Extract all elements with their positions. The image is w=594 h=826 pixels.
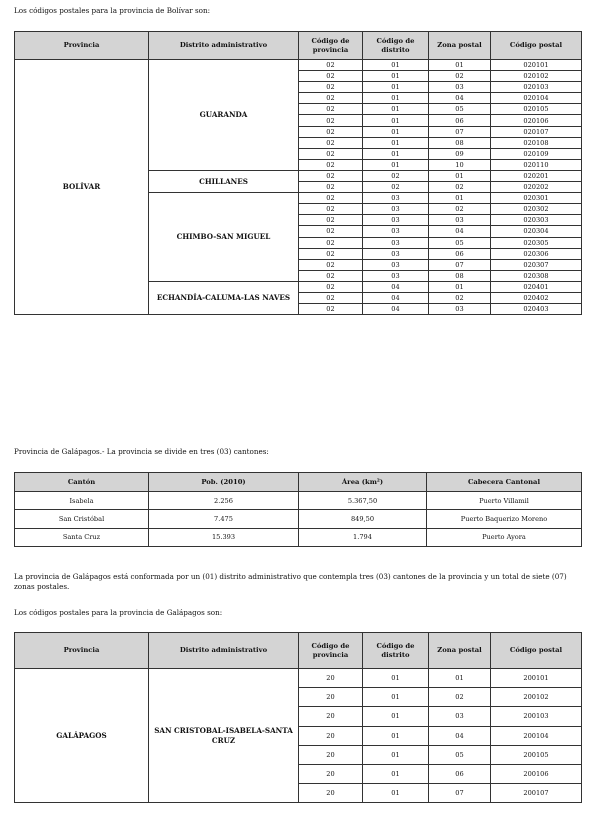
zona-postal-cell: 01 [429,669,491,688]
codigo-postal-cell: 020101 [491,60,582,71]
codigo-distrito-cell: 01 [363,784,429,803]
zona-postal-cell: 07 [429,259,491,270]
codigo-postal-cell: 020108 [491,137,582,148]
zona-postal-cell: 03 [429,304,491,315]
codigo-postal-cell: 020306 [491,248,582,259]
zona-postal-cell: 04 [429,226,491,237]
zona-postal-cell: 01 [429,170,491,181]
zona-postal-cell: 02 [429,292,491,303]
zona-postal-cell: 03 [429,82,491,93]
codigo-distrito-cell: 03 [363,215,429,226]
area-cell: 1.794 [299,528,427,546]
header-zona-postal: Zona postal [429,633,491,669]
codigo-postal-cell: 020307 [491,259,582,270]
zona-postal-cell: 03 [429,215,491,226]
province-cell: BOLÍVAR [15,60,149,315]
codigo-provincia-cell: 02 [299,159,363,170]
codigo-distrito-cell: 01 [363,764,429,783]
codigo-postal-cell: 020106 [491,115,582,126]
zona-postal-cell: 02 [429,204,491,215]
table-header-row [15,32,582,60]
codigo-provincia-cell: 20 [299,688,363,707]
codigo-provincia-cell: 02 [299,193,363,204]
poblacion-cell: 15.393 [149,528,299,546]
codigo-distrito-cell: 01 [363,71,429,82]
codigo-postal-cell: 020305 [491,237,582,248]
table-header-row [15,473,582,492]
header-codigo-distrito: Código de distrito [363,633,429,669]
codigo-postal-cell: 200102 [491,688,582,707]
codigo-distrito-cell: 01 [363,148,429,159]
codigo-distrito-cell: 01 [363,60,429,71]
codigo-postal-cell: 020107 [491,126,582,137]
canton-cell: San Cristóbal [15,510,149,528]
codigo-provincia-cell: 20 [299,745,363,764]
codigo-postal-cell: 020301 [491,193,582,204]
zona-postal-cell: 02 [429,688,491,707]
zona-postal-cell: 08 [429,270,491,281]
galapagos-description: La provincia de Galápagos está conformada por un (01) distrito administrativo que contempla tres (03) cantones de la provincia y un total de siete (07) zonas postales. [14,572,567,591]
zona-postal-cell: 05 [429,104,491,115]
district-cell: ECHANDÍA-CALUMA-LAS NAVES [149,281,299,314]
codigo-distrito-cell: 03 [363,259,429,270]
zona-postal-cell: 05 [429,237,491,248]
codigo-provincia-cell: 02 [299,170,363,181]
codigo-distrito-cell: 01 [363,93,429,104]
zona-postal-cell: 10 [429,159,491,170]
codigo-postal-cell: 020102 [491,71,582,82]
poblacion-cell: 7.475 [149,510,299,528]
codigo-provincia-cell: 02 [299,281,363,292]
codigo-provincia-cell: 20 [299,784,363,803]
header-provincia: Provincia [15,32,149,60]
poblacion-cell: 2.256 [149,492,299,510]
table-row [15,492,582,510]
codigo-postal-cell: 200104 [491,726,582,745]
zona-postal-cell: 04 [429,93,491,104]
header-zona-postal: Zona postal [429,32,491,60]
codigo-provincia-cell: 02 [299,115,363,126]
codigo-postal-cell: 200101 [491,669,582,688]
codigo-postal-cell: 020401 [491,281,582,292]
table-row [15,510,582,528]
header-codigo-postal: Código postal [491,633,582,669]
codigo-postal-cell: 020402 [491,292,582,303]
header-poblacion: Pob. (2010) [149,473,299,492]
zona-postal-cell: 05 [429,745,491,764]
codigo-distrito-cell: 03 [363,193,429,204]
codigo-postal-cell: 020202 [491,182,582,193]
galapagos-cantones-table [14,472,582,547]
zona-postal-cell: 01 [429,193,491,204]
codigo-provincia-cell: 02 [299,259,363,270]
codigo-provincia-cell: 02 [299,137,363,148]
codigo-postal-cell: 020303 [491,215,582,226]
codigo-postal-cell: 020308 [491,270,582,281]
header-distrito: Distrito administrativo [149,633,299,669]
table-row [15,669,582,688]
district-cell: GUARANDA [149,60,299,171]
area-cell: 849,50 [299,510,427,528]
codigo-provincia-cell: 02 [299,182,363,193]
codigo-distrito-cell: 01 [363,104,429,115]
district-cell: CHILLANES [149,170,299,192]
codigo-postal-cell: 020302 [491,204,582,215]
intro-bolivar: Los códigos postales para la provincia de Bolívar son: [14,6,211,15]
codigo-provincia-cell: 02 [299,93,363,104]
codigo-provincia-cell: 02 [299,270,363,281]
codigo-distrito-cell: 01 [363,137,429,148]
area-cell: 5.367,50 [299,492,427,510]
codigo-distrito-cell: 01 [363,745,429,764]
codigo-distrito-cell: 04 [363,292,429,303]
zona-postal-cell: 01 [429,60,491,71]
header-codigo-postal: Código postal [491,32,582,60]
codigo-distrito-cell: 01 [363,159,429,170]
codigo-postal-cell: 200105 [491,745,582,764]
codigo-distrito-cell: 01 [363,726,429,745]
galapagos-postal-table [14,632,582,803]
canton-cell: Santa Cruz [15,528,149,546]
codigo-postal-cell: 200107 [491,784,582,803]
codigo-provincia-cell: 02 [299,204,363,215]
zona-postal-cell: 07 [429,784,491,803]
codigo-postal-cell: 020104 [491,93,582,104]
zona-postal-cell: 07 [429,126,491,137]
codigo-provincia-cell: 02 [299,215,363,226]
codigo-provincia-cell: 02 [299,226,363,237]
codigo-distrito-cell: 01 [363,707,429,726]
codigo-postal-cell: 020109 [491,148,582,159]
codigo-distrito-cell: 01 [363,126,429,137]
codigo-provincia-cell: 02 [299,71,363,82]
codigo-provincia-cell: 02 [299,248,363,259]
table-header-row [15,633,582,669]
bolivar-postal-table [14,31,582,315]
codigo-distrito-cell: 01 [363,82,429,93]
codigo-distrito-cell: 04 [363,281,429,292]
codigo-provincia-cell: 02 [299,82,363,93]
codigo-distrito-cell: 03 [363,237,429,248]
intro-galapagos-cantones: Provincia de Galápagos.- La provincia se divide en tres (03) cantones: [14,447,269,456]
canton-cell: Isabela [15,492,149,510]
codigo-provincia-cell: 20 [299,669,363,688]
header-codigo-provincia: Código de provincia [299,32,363,60]
codigo-distrito-cell: 01 [363,115,429,126]
codigo-postal-cell: 200106 [491,764,582,783]
zona-postal-cell: 03 [429,707,491,726]
codigo-postal-cell: 020201 [491,170,582,181]
intro-galapagos-postal: Los códigos postales para la provincia de Galápagos son: [14,608,223,617]
table-row [15,528,582,546]
codigo-distrito-cell: 01 [363,688,429,707]
district-cell: SAN CRISTOBAL-ISABELA-SANTA CRUZ [149,669,299,803]
codigo-postal-cell: 200103 [491,707,582,726]
zona-postal-cell: 06 [429,248,491,259]
header-cabecera: Cabecera Cantonal [427,473,582,492]
zona-postal-cell: 01 [429,281,491,292]
zona-postal-cell: 06 [429,115,491,126]
zona-postal-cell: 09 [429,148,491,159]
header-codigo-provincia: Código de provincia [299,633,363,669]
codigo-provincia-cell: 02 [299,148,363,159]
codigo-distrito-cell: 02 [363,170,429,181]
codigo-postal-cell: 020105 [491,104,582,115]
district-cell: CHIMBO-SAN MIGUEL [149,193,299,282]
zona-postal-cell: 08 [429,137,491,148]
cabecera-cell: Puerto Villamil [427,492,582,510]
codigo-distrito-cell: 03 [363,270,429,281]
codigo-provincia-cell: 20 [299,764,363,783]
codigo-provincia-cell: 02 [299,60,363,71]
codigo-provincia-cell: 02 [299,126,363,137]
codigo-provincia-cell: 02 [299,104,363,115]
codigo-postal-cell: 020304 [491,226,582,237]
codigo-distrito-cell: 01 [363,669,429,688]
codigo-distrito-cell: 03 [363,226,429,237]
cabecera-cell: Puerto Baquerizo Moreno [427,510,582,528]
header-codigo-distrito: Código de distrito [363,32,429,60]
codigo-distrito-cell: 02 [363,182,429,193]
codigo-provincia-cell: 02 [299,304,363,315]
header-provincia: Provincia [15,633,149,669]
codigo-postal-cell: 020103 [491,82,582,93]
codigo-provincia-cell: 02 [299,237,363,248]
codigo-postal-cell: 020403 [491,304,582,315]
codigo-provincia-cell: 02 [299,292,363,303]
header-area: Área (km²) [299,473,427,492]
zona-postal-cell: 06 [429,764,491,783]
table-row [15,60,582,71]
zona-postal-cell: 02 [429,182,491,193]
codigo-distrito-cell: 04 [363,304,429,315]
header-canton: Cantón [15,473,149,492]
cabecera-cell: Puerto Ayora [427,528,582,546]
codigo-provincia-cell: 20 [299,726,363,745]
codigo-provincia-cell: 20 [299,707,363,726]
codigo-postal-cell: 020110 [491,159,582,170]
zona-postal-cell: 04 [429,726,491,745]
province-cell: GALÁPAGOS [15,669,149,803]
zona-postal-cell: 02 [429,71,491,82]
codigo-distrito-cell: 03 [363,204,429,215]
header-distrito: Distrito administrativo [149,32,299,60]
codigo-distrito-cell: 03 [363,248,429,259]
